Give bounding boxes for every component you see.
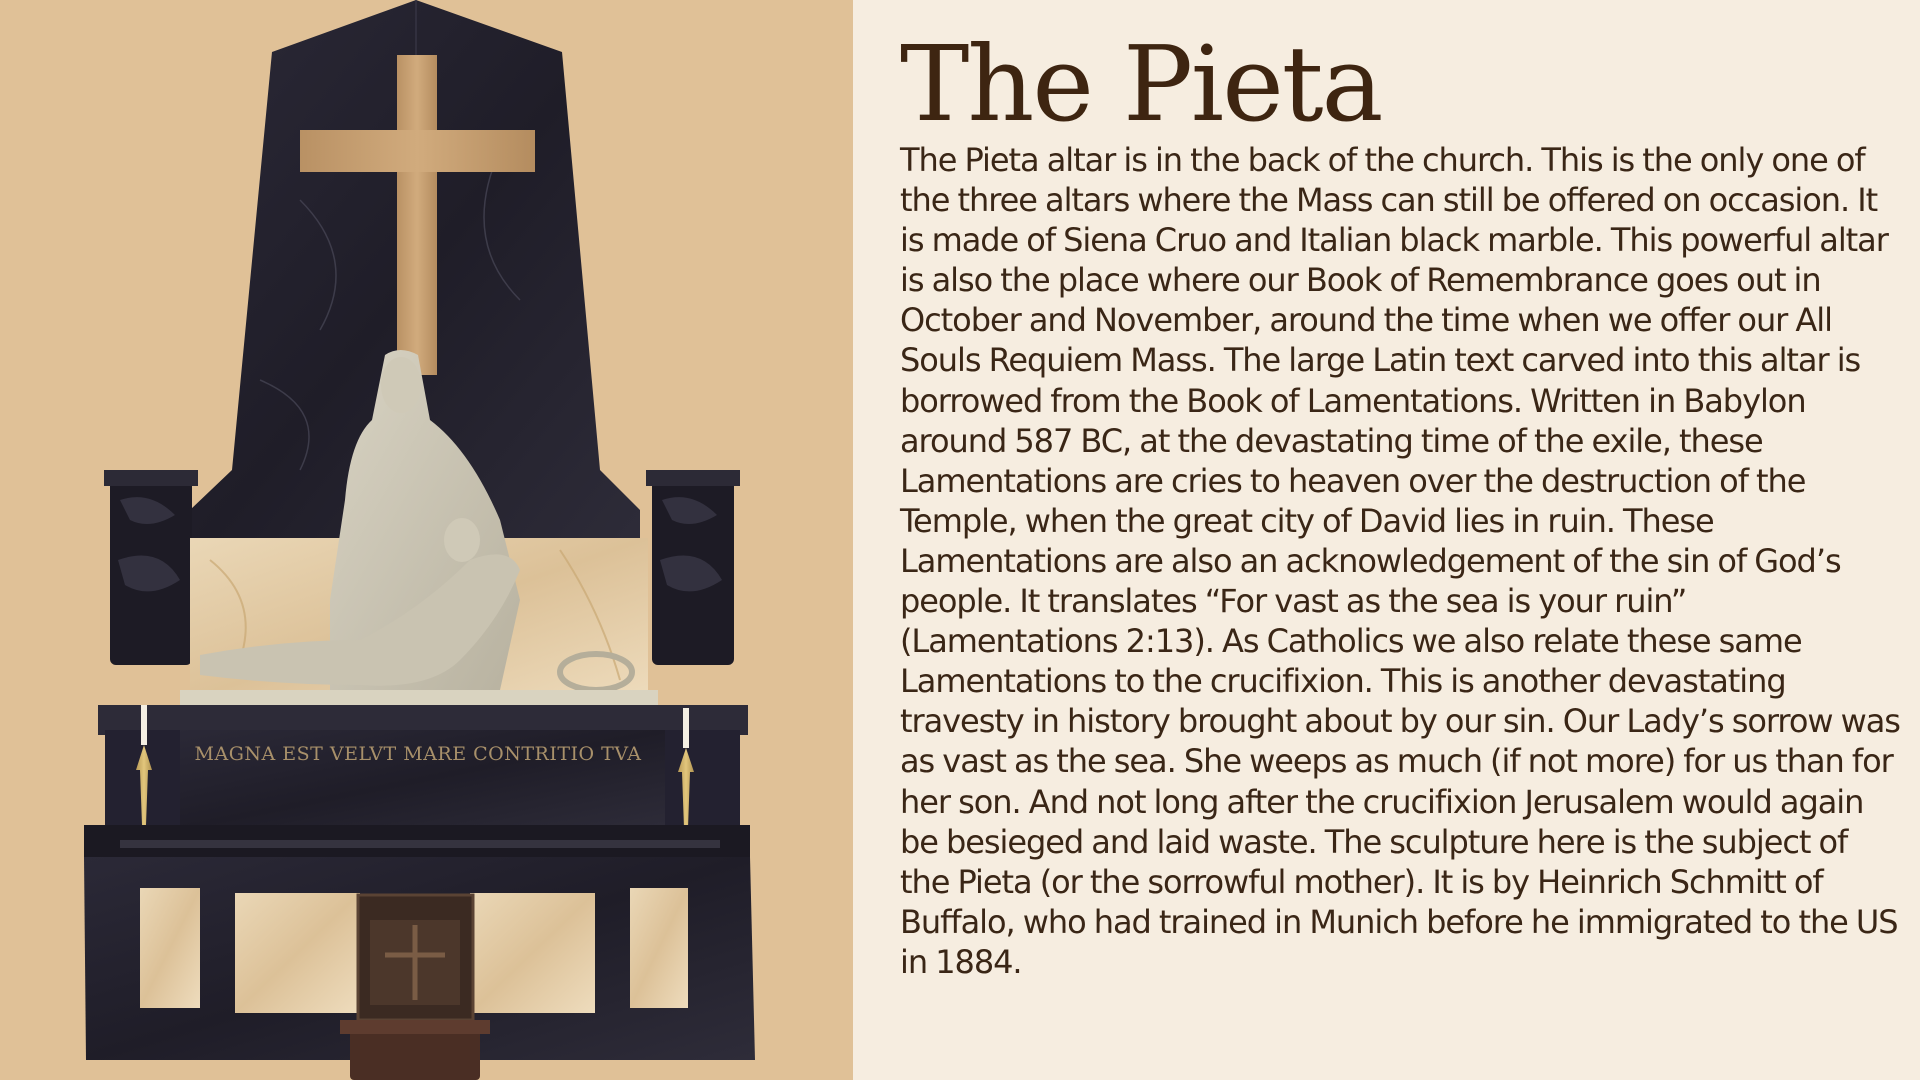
description-text: The Pieta altar is in the back of the church. This is the only one of the three altars where the Mass can still be offered on occasion. It is made of Siena Cruo and Italian black marble. This powerful altar is also the place where our Book of Remembrance goes out in October and November, around the time when we offer our All Souls Requiem Mass. The large Latin text carved into this altar is borrowed from the Book of Lamentations. Written in Babylon around 587 BC, at the devastating time of the exile, these Lamentations are cries to heaven over the destruction of the Temple, when the great city of David lies in ruin. These Lamentations are also an acknowledgement of the sin of God’s people. It translates “For vast as the sea is your ruin” (Lamentations 2:13). As Catholics we also relate these same Lamentations to the crucifixion. This is another devastating travesty in history brought about by our sin. Our Lady’s sorrow was as vast as the sea. She weeps as much (if not more) for us than for her son. And not long after the crucifixion Jerusalem would again be besieged and laid waste. The sculpture here is the subject of the Pieta (or the sorrowful mother). It is by Heinrich Schmitt of Buffalo, who had trained in Munich before he immigrated to the US in 1884. <box>900 141 1900 981</box>
left-scroll-column <box>104 470 198 665</box>
right-scroll-column <box>646 470 740 665</box>
page-title: The Pieta <box>900 23 1382 145</box>
pieta-altar-photo <box>0 0 853 1080</box>
latin-inscription: MAGNA EST VELVT MARE CONTRITIO TVA <box>194 743 642 765</box>
carved-wooden-door <box>358 895 473 1020</box>
